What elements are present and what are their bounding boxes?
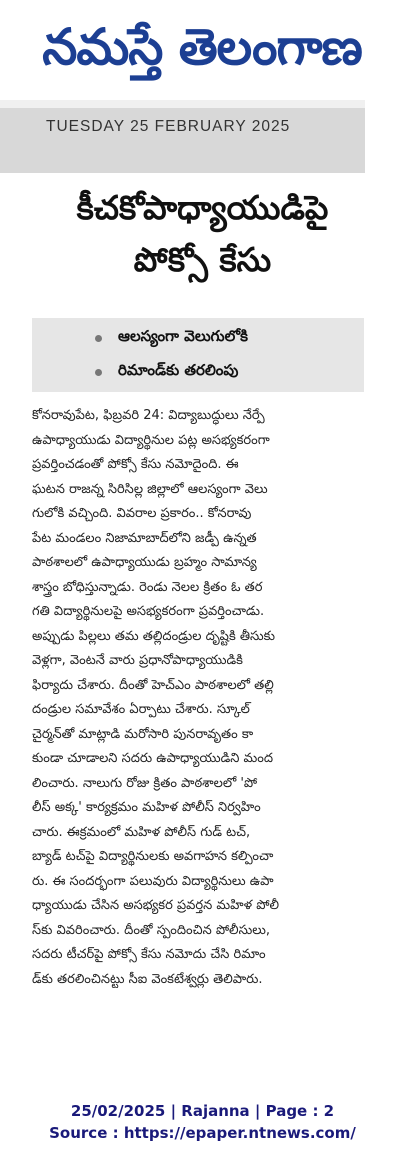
article-line: వెళ్లగా, వెంటనే వారు ప్రధానోపాధ్యాయుడికి — [32, 653, 243, 668]
article-line: గతి విద్యార్థినులపై అసభ్యకరంగా ప్రవర్తించాడు. — [32, 604, 265, 619]
article-line: ప్రవర్తించడంతో పోక్సో కేసు నమోదైంది. ఈ — [32, 457, 239, 472]
bullet-icon — [95, 369, 102, 376]
article-line: సదరు టీచర్‌పై పోక్సో కేసు నమోదు చేసి రిమాం — [32, 947, 266, 962]
article-line: లించారు. నాలుగు రోజు క్రితం పాఠశాలలో 'పో — [32, 775, 258, 791]
bullet-icon — [95, 335, 102, 342]
date-bar — [0, 100, 365, 173]
highlight-text: రిమాండ్‌కు తరలింపు — [118, 361, 239, 379]
article-line: అప్పుడు పిల్లలు తమ తల్లిదండ్రుల దృష్టికి తీసుకు — [32, 628, 275, 644]
article-line: లీస్ అక్క' కార్యక్రమం మహిళ పోలీస్ నిర్వహిం — [32, 800, 261, 815]
article-line: దండ్రుల సమావేశం ఏర్పాటు చేశారు. స్కూల్ — [32, 702, 250, 717]
article-line: కోనరావుపేట, ఫిబ్రవరి 24: విద్యాబుద్ధులు నేర్పే — [32, 408, 265, 423]
article-line: పేట మండలం నిజామాబాద్‌లోని జడ్పీ ఉన్నత — [32, 530, 257, 546]
article-line: ఉపాధ్యాయుడు విద్యార్థినుల పట్ల అసభ్యకరంగా — [32, 432, 270, 448]
masthead — [0, 0, 405, 100]
article-line: స్‌కు వివరించారు. దీంతో స్పందించిన పోలీసులు, — [32, 922, 271, 938]
article-line: కుండా చూడాలని సదరు ఉపాధ్యాయుడిని మంద — [32, 751, 274, 766]
article-body — [32, 404, 362, 992]
headline-line-1: కీచకోపాధ్యాయుడిపై — [76, 188, 329, 227]
article-line: చైర్మన్‌తో మాట్లాడి మరోసారి పునరావృతం కా — [32, 726, 254, 742]
article-line: చారు. ఈక్రమంలో మహిళ పోలీస్ గుడ్ టచ్, — [32, 824, 251, 840]
article-line: రు. ఈ సందర్భంగా పలువురు విద్యార్థినులు ఉపా — [32, 873, 274, 889]
date-bar-strip — [0, 100, 365, 108]
article-line: బ్యాడ్ టచ్‌పై విద్యార్థినులకు అవగాహన కల్పించా — [32, 849, 274, 864]
highlight-text: ఆలస్యంగా వెలుగులోకి — [118, 327, 248, 345]
article-line: పాఠశాలలో ఉపాధ్యాయుడు బ్రహ్మం సామాన్య — [32, 555, 257, 570]
highlight-item — [95, 326, 248, 350]
article-line: ఫిర్యాదు చేశారు. దీంతో హెచ్ఎం పాఠశాలలో తల్లి — [32, 677, 274, 693]
publication-date: TUESDAY 25 FEBRUARY 2025 — [46, 118, 291, 135]
headline-line-2: పోక్సో కేసు — [133, 240, 272, 279]
article-line: డ్‌కు తరలించినట్టు సీఐ వెంకటేశ్వర్లు తెలిపారు. — [32, 971, 263, 987]
highlight-item — [95, 360, 238, 384]
newspaper-logo: నమస్తే తెలంగాణ — [42, 18, 362, 76]
article-line: శాస్త్రం బోధిస్తున్నాడు. రెండు నెలల క్రితం ఓ తర — [32, 579, 263, 595]
article-line: ధ్యాయుడు చేసిన అసభ్యకర ప్రవర్తన మహిళ పోలీ — [32, 898, 279, 913]
footer-edition-info: 25/02/2025 | Rajanna | Page : 2 — [70, 1102, 335, 1120]
article-line: ఘటన రాజన్న సిరిసిల్ల జిల్లాలో ఆలస్యంగా వెలు — [32, 481, 268, 497]
footer-source: Source : https://epaper.ntnews.com/ — [49, 1124, 356, 1142]
article-line: గులోకి వచ్చింది. వివరాల ప్రకారం.. కోనరావు — [32, 506, 252, 521]
